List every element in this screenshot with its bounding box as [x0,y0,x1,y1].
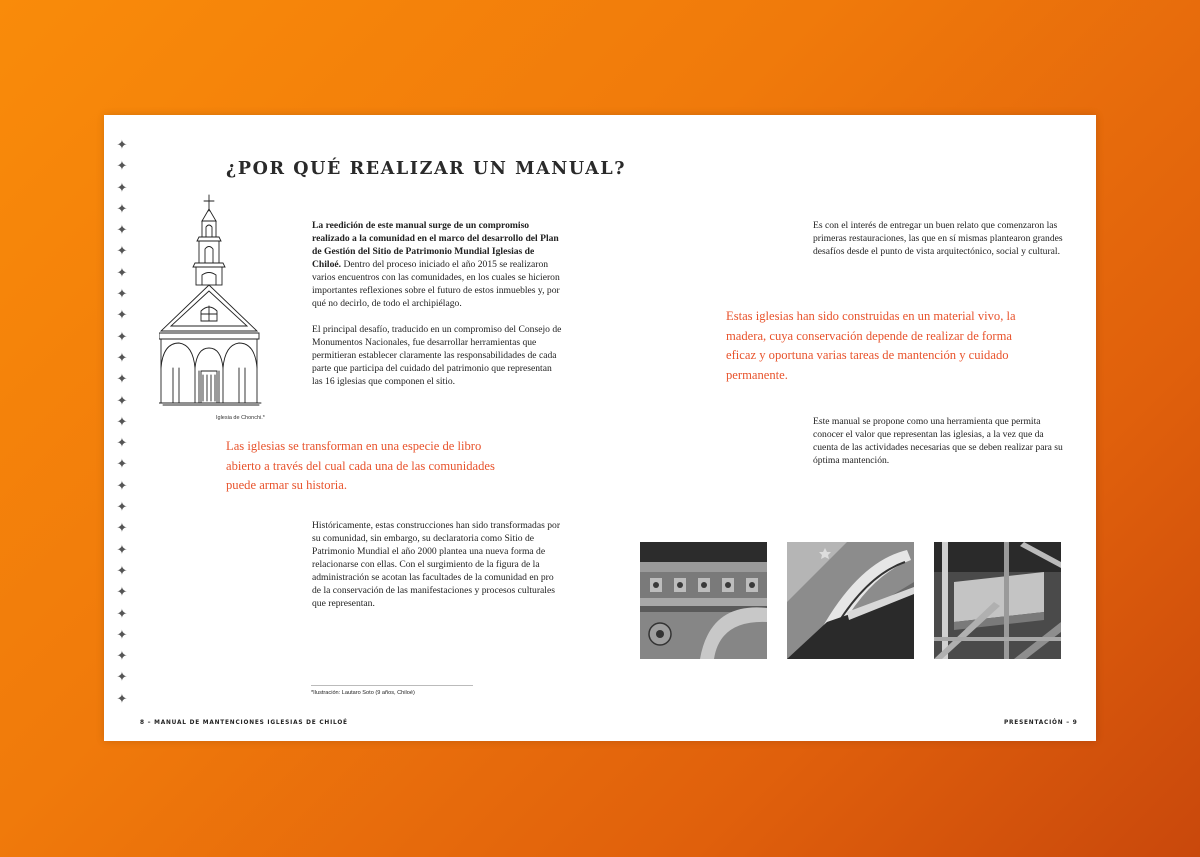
footnote: *Ilustración: Lautaro Soto (9 años, Chiloé) [311,690,415,696]
right-pull-quote: Estas iglesias han sido construidas en un material vivo, la madera, cuya conservación depende de realizar de forma eficaz y oportuna varias tareas de mantención y cuidado permanente. [726,309,1016,382]
star-icon: ✦ [116,500,128,516]
book-spread [104,115,1096,741]
star-icon: ✦ [116,244,128,260]
photo-roof-structure [934,542,1061,659]
star-icon: ✦ [116,521,128,537]
paragraph-restorations: Es con el interés de entregar un buen relato que comenzaron las primeras restauraciones, las que en sí mismas plantearon grandes desafíos desde el punto de vista arquitectónico, social y cultural. [813,220,1063,257]
church-caption: Iglesia de Chonchi.* [216,415,265,421]
left-pull-quote: Las iglesias se transforman en una especie de libro abierto a través del cual cada una de las comunidades puede armar su historia. [226,439,495,492]
star-icon: ✦ [116,308,128,324]
paragraph-manual-purpose: Este manual se propone como una herramienta que permita conocer el valor que representan las iglesias, a la vez que da cuenta de las actividades necesarias que se deben realizar para su óptima mantención. [813,416,1063,466]
church-illustration [159,193,279,413]
intro-paragraph [312,219,564,310]
left-folio: 8 – MANUAL DE MANTENCIONES IGLESIAS DE CHILOÉ [140,720,348,726]
star-icon: ✦ [116,649,128,665]
intro-bold-text: La reedición de este manual surge de un compromiso realizado a la comunidad en el marco del desarrollo del Plan de Gestión del Sitio de Patrimonio Mundial Iglesias de Chiloé. [312,220,559,270]
star-icon: ✦ [116,180,128,196]
photo-ceiling-vault [787,542,914,659]
star-icon: ✦ [116,542,128,558]
star-icon: ✦ [116,670,128,686]
star-icon: ✦ [116,329,128,345]
star-icon: ✦ [116,372,128,388]
star-icon: ✦ [116,606,128,622]
paragraph-history: Históricamente, estas construcciones han sido transformadas por su comunidad, sin embargo, su declaratoria como Sitio de Patrimonio Mundial el año 2000 plantea una nueva forma de relacionarse con ellas. Con el surgimiento de la figura de la administración se acotan las facultades de la comunidad en pro de la conservación de las manifestaciones y procesos culturales que representan. [312,520,561,609]
star-icon: ✦ [116,414,128,430]
binding-stars [112,135,132,710]
star-icon: ✦ [116,393,128,409]
intro-rest-text: Dentro del proceso iniciado el año 2015 se realizaron varios encuentros con las comunidades, en los cuales se hicieron importantes reflexiones sobre el futuro de estos inmuebles y, por qué no decirlo, de todo el archipiélago. [312,259,560,309]
star-icon: ✦ [116,585,128,601]
paragraph-challenge: El principal desafío, traducido en un compromiso del Consejo de Monumentos Nacionales, fue desarrollar herramientas que permitieran establecer claramente las responsabilidades de cada parte que participa del cuidado del patrimonio que representan las 16 iglesias que componen el sitio. [312,324,562,387]
star-icon: ✦ [116,457,128,473]
star-icon: ✦ [116,436,128,452]
star-icon: ✦ [116,563,128,579]
star-icon: ✦ [116,627,128,643]
star-icon: ✦ [116,138,128,153]
star-icon: ✦ [116,287,128,303]
star-icon: ✦ [116,201,128,217]
star-icon: ✦ [116,223,128,239]
star-icon: ✦ [116,350,128,366]
photo-ornamental-frieze [640,542,767,659]
star-icon: ✦ [116,478,128,494]
footnote-divider [311,685,473,686]
star-icon: ✦ [116,691,128,707]
right-folio: PRESENTACIÓN – 9 [1004,720,1078,726]
star-icon: ✦ [116,159,128,175]
star-icon: ✦ [116,265,128,281]
page-title: ¿POR QUÉ REALIZAR UN MANUAL? [226,159,627,179]
